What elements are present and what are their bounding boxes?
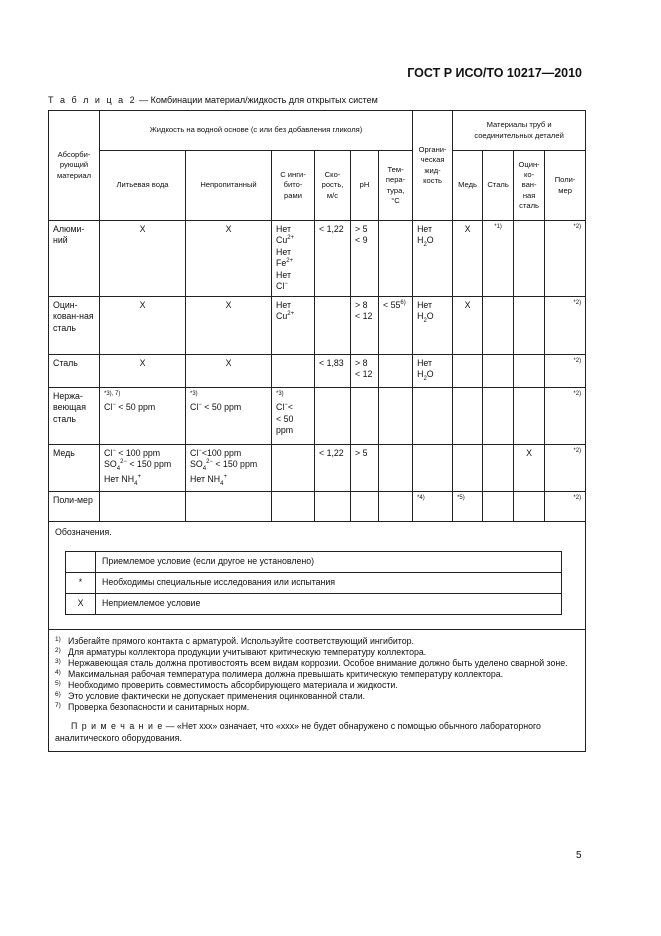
legend-text: Необходимы специальные исследования или испытания — [96, 572, 562, 593]
header-organic-liquid: Органи-ческая жид-кость — [413, 111, 453, 221]
header-absorbing-material: Абсорби-рующий материал — [49, 111, 100, 221]
cell-value — [514, 297, 545, 355]
cell-value: < 1,22 — [315, 221, 351, 297]
cell-value — [379, 221, 413, 297]
cell-value: X — [100, 355, 186, 388]
header-ph: pH — [351, 151, 379, 221]
caption-prefix: Т а б л и ц а 2 — [48, 95, 137, 105]
legend-section — [49, 522, 586, 629]
cell-value: *5) — [453, 492, 483, 522]
cell-line: Cl− — [276, 281, 288, 292]
row-label: Поли-мер — [49, 492, 100, 522]
cell-value: X — [186, 355, 272, 388]
cell-value: X — [453, 221, 483, 297]
cell-value: < 1,83 — [315, 355, 351, 388]
cell-ph: > 8 < 12 — [351, 297, 379, 355]
row-label: Нержа-веющая сталь — [49, 387, 100, 444]
cell-value — [379, 387, 413, 444]
cell-value — [351, 387, 379, 444]
cell-value: < 1,22 — [315, 444, 351, 492]
table-row — [49, 444, 586, 492]
table-note: П р и м е ч а н и е — «Нет ххх» означает, что «ххх» не будет обнаружено с помощью обычного лабораторного аналитического оборудования. — [55, 720, 541, 743]
table-caption — [48, 95, 378, 105]
legend-row — [66, 551, 562, 572]
legend-text: Приемлемое условие (если другое не установлено) — [96, 551, 562, 572]
cell-value: < $55^{6)}$ — [379, 297, 413, 355]
header-non-drinking: Непропитанный — [186, 151, 272, 221]
standard-designation: ГОСТ Р ИСО/ТО 10217—2010 — [407, 66, 582, 80]
footnotes-section — [49, 629, 586, 751]
cell-organic: Нет $H_2O$ — [413, 221, 453, 297]
legend-title: Обозначения. — [55, 527, 112, 538]
table-row — [49, 492, 586, 522]
cell-ph: > 5 < 9 — [351, 221, 379, 297]
footnote: 5) Необходимо проверить совместимость абсорбирующего материала и жидкости. — [55, 679, 398, 690]
cell-value: *2) — [545, 492, 586, 522]
footnote: 4) Максимальная рабочая температура полимера должна превышать критическую температуру коллектора. — [55, 668, 504, 679]
cell-value — [272, 444, 315, 492]
legend-symbol: * — [66, 572, 96, 593]
page-number: 5 — [576, 850, 582, 861]
table-row — [49, 221, 586, 297]
cell-value: $^{*3)}$ Cl− < 50 ppm — [186, 387, 272, 444]
cell-value — [100, 492, 186, 522]
cell-value: X — [186, 297, 272, 355]
footnote: 1) Избегайте прямого контакта с арматурой. Используйте соответствующий ингибитор. — [55, 635, 414, 646]
cell-value: X — [100, 221, 186, 297]
legend-row — [66, 572, 562, 593]
cell-line: Нет — [276, 224, 291, 234]
cell-value — [351, 492, 379, 522]
cell-value — [413, 387, 453, 444]
cell-line: Нет — [276, 269, 291, 280]
cell-value — [483, 492, 514, 522]
cell-value: *2) — [545, 355, 586, 388]
cell-value: X — [100, 297, 186, 355]
cell-value: $^{*3), 7)}$ Cl− < 50 ppm — [100, 387, 186, 444]
cell-value — [453, 444, 483, 492]
cell-value — [272, 355, 315, 388]
cell-value — [413, 444, 453, 492]
cell-value: *2) — [545, 221, 586, 297]
material-liquid-table — [48, 110, 586, 752]
cell-value: Cl− < 100 ppm $SO_4^{2-} < 150$ ppm Нет $NH_4^+$ — [100, 444, 186, 492]
cell-value — [186, 492, 272, 522]
cell-line: $Cu^{2+}$ — [276, 235, 295, 246]
cell-organic: Нет $H_2O$ — [413, 297, 453, 355]
footnote: 3) Нержавеющая сталь должна противостоять всем видам коррозии. Особое внимание должно быть уделено сварной зоне. — [55, 657, 568, 668]
row-label: Сталь — [49, 355, 100, 388]
header-copper: Медь — [453, 151, 483, 221]
header-pipe-materials: Материалы труб и соединительных деталей — [453, 111, 586, 151]
caption-text: — Комбинации материал/жидкость для открытых систем — [136, 95, 378, 105]
footnote: 7) Проверка безопасности и санитарных норм. — [55, 701, 250, 712]
cell-inhibitors — [272, 221, 315, 297]
cell-value — [453, 387, 483, 444]
cell-value — [315, 297, 351, 355]
header-with-inhibitors: С инги-бито-рами — [272, 151, 315, 221]
cell-line: $Fe^{2+}$ — [276, 258, 294, 269]
cell-value: *4) — [413, 492, 453, 522]
cell-value — [315, 492, 351, 522]
cell-value: X — [514, 444, 545, 492]
cell-value — [514, 355, 545, 388]
cell-value — [272, 492, 315, 522]
header-water-based-liquid: Жидкость на водной основе (с или без добавления гликоля) — [100, 111, 413, 151]
cell-value — [483, 297, 514, 355]
header-temperature: Тем-пера-тура, °С — [379, 151, 413, 221]
cell-value — [379, 492, 413, 522]
table-row — [49, 297, 586, 355]
header-speed: Ско-рость, м/с — [315, 151, 351, 221]
legend-symbol: X — [66, 593, 96, 614]
row-label: Оцин-кован-ная сталь — [49, 297, 100, 355]
cell-value: *1) — [483, 221, 514, 297]
cell-organic: Нет $H_2O$ — [413, 355, 453, 388]
footnote: 2) Для арматуры коллектора продукции учитывают критическую температуру коллектора. — [55, 646, 427, 657]
cell-value: X — [186, 221, 272, 297]
cell-value: *2) — [545, 444, 586, 492]
header-drinking-water: Литьевая вода — [100, 151, 186, 221]
cell-value: *2) — [545, 297, 586, 355]
cell-value: Cl−<100 ppm $SO_4^{2-} < 150$ ppm Нет $NH_4^+$ — [186, 444, 272, 492]
legend-text: Неприемлемое условие — [96, 593, 562, 614]
footnote: 6) Это условие фактически не допускает применения оцинкованной стали. — [55, 690, 366, 701]
cell-value — [514, 492, 545, 522]
cell-value — [514, 221, 545, 297]
legend-table — [65, 551, 562, 615]
cell-value — [483, 387, 514, 444]
cell-value — [315, 387, 351, 444]
legend-row — [66, 593, 562, 614]
cell-value: > 5 — [351, 444, 379, 492]
cell-value: X — [453, 297, 483, 355]
cell-inhibitors: Нет $Cu^{2+}$ — [272, 297, 315, 355]
cell-value — [483, 355, 514, 388]
cell-value — [379, 355, 413, 388]
cell-value: $^{*3)}$ Cl−< < 50 ppm — [272, 387, 315, 444]
cell-line: Нет — [276, 246, 291, 257]
table-row — [49, 355, 586, 388]
cell-ph: > 8 < 12 — [351, 355, 379, 388]
legend-symbol — [66, 551, 96, 572]
row-label: Алюми-ний — [49, 221, 100, 297]
header-galvanized-steel: Оцин-ко-ван-ная сталь — [514, 151, 545, 221]
cell-value — [453, 355, 483, 388]
header-polymer: Поли-мер — [545, 151, 586, 221]
cell-value — [379, 444, 413, 492]
row-label: Медь — [49, 444, 100, 492]
table-row — [49, 387, 586, 444]
cell-value — [514, 387, 545, 444]
cell-value: *2) — [545, 387, 586, 444]
cell-value — [483, 444, 514, 492]
header-steel: Сталь — [483, 151, 514, 221]
